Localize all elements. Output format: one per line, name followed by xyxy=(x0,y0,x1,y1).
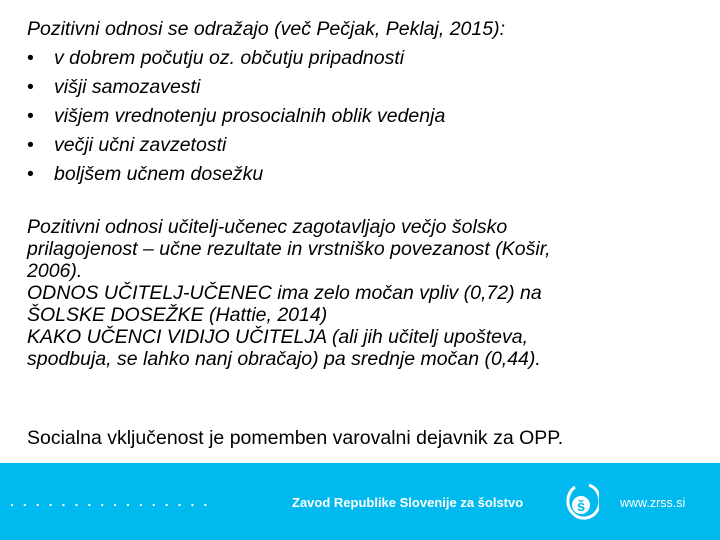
paragraph-line: 2006). xyxy=(27,260,83,282)
logo-letter: š xyxy=(576,498,586,515)
paragraph-line: Pozitivni odnosi učitelj-učenec zagotavljajo večjo šolsko xyxy=(27,216,508,238)
list-item: • večji učni zavzetosti xyxy=(27,131,445,160)
list-item: • višji samozavesti xyxy=(27,73,445,102)
list-item: • v dobrem počutju oz. občutju pripadnosti xyxy=(27,44,445,73)
paragraph-line: prilagojenost – učne rezultate in vrstniško povezanost (Košir, xyxy=(27,238,551,260)
paragraph-line: ODNOS UČITELJ-UČENEC ima zelo močan vpliv (0,72) na xyxy=(27,282,542,304)
footer-dots: ................ xyxy=(10,493,217,509)
intro-text: Pozitivni odnosi se odražajo (več Pečjak, Peklaj, 2015): xyxy=(27,18,505,40)
paragraph xyxy=(27,216,707,370)
paragraph-line: spodbuja, se lahko nanj obračajo) pa srednje močan (0,44). xyxy=(27,348,541,370)
bullet-list xyxy=(27,44,445,189)
paragraph-line: ŠOLSKE DOSEŽKE (Hattie, 2014) xyxy=(27,304,328,326)
list-item: • boljšem učnem dosežku xyxy=(27,160,445,189)
organization-name: Zavod Republike Slovenije za šolstvo xyxy=(292,495,524,510)
paragraph-line: KAKO UČENCI VIDIJO UČITELJA (ali jih učitelj upošteva, xyxy=(27,326,529,348)
website-link[interactable]: www.zrss.si xyxy=(620,496,686,510)
conclusion-text: Socialna vključenost je pomemben varovalni dejavnik za OPP. xyxy=(27,427,564,449)
footer-bar xyxy=(0,463,720,540)
zrss-logo-icon xyxy=(563,481,599,523)
list-item: • višjem vrednotenju prosocialnih oblik vedenja xyxy=(27,102,445,131)
